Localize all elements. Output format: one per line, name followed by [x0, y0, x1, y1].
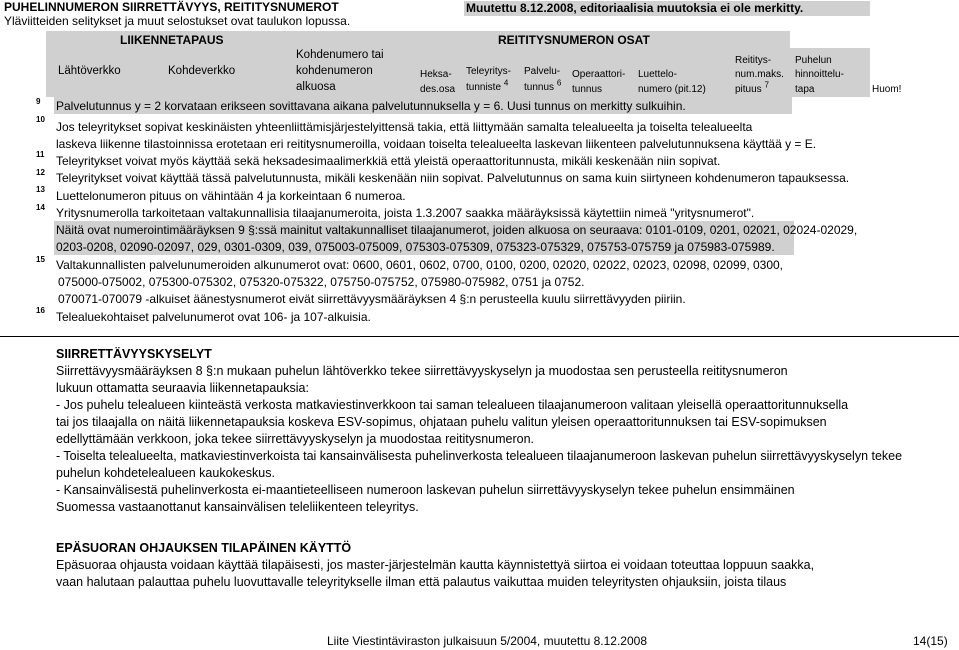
col-palvelu-line1: Palvelu- [524, 66, 561, 77]
footnote-15-text: Valtakunnallisten palvelunumeroiden alkunumerot ovat: 0600, 0601, 0602, 0700, 0100, 0200, 02020, 02022, 02023, 02098, 02099, 0300, [56, 258, 784, 272]
col-reititys-line3: pituus $^7$ [735, 80, 769, 95]
col-huom: Huom! [872, 84, 902, 95]
footnote-9-text: Palvelutunnus y = 2 korvataan erikseen sovittavana aikana palvelutunnuksella y = 6. Uusi tunnus on merkitty sulkuihin. [56, 99, 686, 113]
footnote-10-text: Jos teleyritykset sopivat keskinäisten yhteenliittämisjärjestelyittensä takia, että liittymään samalta telealueelta ja toiselta telealueelta [56, 120, 753, 134]
document-subtitle: Yläviitteiden selitykset ja muut selostukset ovat taulukon lopussa. [4, 14, 351, 28]
footer-publication: Liite Viestintäviraston julkaisuun 5/2004, muutettu 8.12.2008 [327, 634, 647, 648]
section1-line: - Jos puhelu telealueen kiinteästä verkosta matkaviestinverkkoon tai saman telealueen tilaajanumeroon valitaan yleisellä operaattoritunnuksella [56, 398, 849, 412]
footnote-9-number: 9 [36, 97, 41, 106]
footnote-10-text-cont: laskeva liikenne tilastoinnissa erotetaan eri reititysnumeroilla, voidaan toiselta telealueelta laskevan liikenteen palvelutunnuksena käyttää y = E. [56, 137, 817, 151]
col-reititys-line2: num.maks. [735, 69, 784, 80]
footnote-14-text: Yritysnumerolla tarkoitetaan valtakunnallisia tilaajanumeroita, joista 1.3.2007 saakka määräyksissä käytettiin nimeä "yritysnumerot". [56, 206, 755, 220]
col-luettelo-line2: numero (pit.12) [638, 84, 706, 95]
col-reititys-line1: Reititys- [735, 55, 772, 66]
col-heksa-line2: des.osa [420, 84, 456, 95]
col-puhelun-line3: tapa [795, 84, 815, 95]
col-puhelun-line1: Puhelun [795, 55, 832, 66]
section1-line: - Kansainvälisestä puhelinverkosta ei-maantieteelliseen numeroon laskevan puhelun siirrettävyyskyselyn tekee puhelun ensimmäinen [56, 483, 795, 497]
col-kohdenumero-line3: alkuosa [296, 81, 336, 93]
section1-line: edellyttämään verkkoon, joka tekee siirrettävyyskyselyn ja muodostaa reititysnumeron. [56, 432, 534, 446]
section1-line: Siirrettävyysmääräyksen 8 §:n mukaan puhelun lähtöverkko tekee siirrettävyyskyselyn ja muodostaa sen perusteella reititysnumeron [56, 364, 788, 378]
section-heading-epasuora-ohjaus: EPÄSUORAN OHJAUKSEN TILAPÄINEN KÄYTTÖ [56, 541, 352, 555]
col-operaattori-line2: tunnus [572, 84, 603, 95]
modified-notice: Muutettu 8.12.2008, editoriaalisia muutoksia ei ole merkitty. [466, 1, 804, 15]
col-kohdenumero-line2: kohdenumeron [296, 65, 373, 77]
footer-page-number: 14(15) [913, 634, 948, 648]
section1-line: - Toiselta telealueelta, matkaviestinverkoista tai kansainvälisesta puhelinverkosta telealueen tilaajanumeroon laskevan puhelun siirrettävyyskyselyn tekee [56, 449, 903, 463]
section1-line: lukuun ottamatta seuraavia liikennetapauksia: [56, 381, 309, 395]
footnote-13-text: Luettelonumeron pituus on vähintään 4 ja korkeintaan 6 numeroa. [56, 189, 406, 203]
footnote-16-number: 16 [36, 306, 45, 315]
col-heksa-line1: Heksa- [420, 69, 452, 80]
section1-line: Suomessa vastaanottanut kansainvälisen teleliikenteen teleyritys. [56, 500, 419, 514]
col-kohdeverkko: Kohdeverkko [168, 65, 236, 77]
footnote-13-number: 13 [36, 185, 45, 194]
footnote-16-text: Telealuekohtaiset palvelunumerot ovat 106- ja 107-alkuisia. [56, 310, 371, 324]
group-header-liikennetapaus: LIIKENNETAPAUS [120, 33, 224, 47]
section-heading-siirrettavyyskyselyt: SIIRRETTÄVYYSKYSELYT [56, 347, 212, 361]
col-luettelo-line1: Luettelo- [638, 69, 677, 80]
col-lahtoverkko: Lähtöverkko [58, 65, 121, 77]
section2-line: vaan halutaan palauttaa puhelu luovuttavalle teleyritykselle ilman että palautus vaikuttaa muiden teleyritysten ohjauksiin, joista tilaus [56, 575, 787, 589]
col-palvelu-line2: tunnus $^6$ [524, 78, 562, 93]
col-operaattori-line1: Operaattori- [572, 69, 626, 80]
col-teleyritys-line2: tunniste $^4$ [466, 78, 509, 93]
footnote-15-text-cont1: 075000-075002, 075300-075302, 075320-075322, 075750-075752, 075980-075982, 0751 ja 0752. [58, 275, 585, 289]
footnote-11-text: Teleyritykset voivat myös käyttää sekä heksadesimaalimerkkiä että yleistä operaattoritunnusta, mikäli keskenään niin sopivat. [56, 154, 721, 168]
col-kohdenumero-line1: Kohdenumero tai [296, 49, 384, 61]
col-teleyritys-line1: Teleyritys- [466, 66, 512, 77]
section1-line: tai jos tilaajalla on näitä liikennetapauksia koskeva ESV-sopimus, ohjataan puhelu valitun yleisen operaattoritunnuksen tai ESV-sopimuksen [56, 415, 827, 429]
footnote-15-number: 15 [36, 255, 45, 264]
footnote-15-text-cont2: 070071-070079 -alkuiset äänestysnumerot eivät siirrettävyysmääräyksen 4 §:n perusteella kuulu siirrettävyyden piiriin. [58, 292, 686, 306]
footnote-12-number: 12 [36, 168, 45, 177]
section1-line: puhelun kohdetelealueen kaukokeskus. [56, 466, 275, 480]
col-puhelun-line2: hinnoittelu- [795, 69, 844, 80]
footnote-14-text-cont1: Näitä ovat numerointimääräyksen 9 §:ssä mainitut valtakunnalliset tilaajanumerot, joiden alkuosa on seuraava: 0101-0109, 0201, 02021, 02024-02029, [56, 223, 858, 237]
footnote-14-text-cont2: 0203-0208, 02090-02097, 029, 0301-0309, 039, 075003-075009, 075303-075309, 075323-075329, 075753-075759 ja 075983-075989. [56, 240, 775, 254]
group-header-reititysnumeron-osat: REITITYSNUMERON OSAT [498, 33, 650, 47]
section2-line: Epäsuoraa ohjausta voidaan käyttää tilapäisesti, jos master-järjestelmän kautta käynnistettyä siirtoa ei voidaan toteuttaa loppuun saakka, [56, 558, 815, 572]
footnote-11-number: 11 [36, 150, 45, 159]
footnote-12-text: Teleyritykset voivat käyttää tässä palvelutunnusta, mikäli keskenään niin sopivat. Palvelutunnus on sama kuin siirtyneen kohdenumeron tapauksessa. [56, 171, 850, 185]
document-title: PUHELINNUMERON SIIRRETTÄVYYS, REITITYSNUMEROT [4, 0, 339, 14]
footnote-10-number: 10 [36, 115, 45, 124]
footnote-14-number: 14 [36, 203, 45, 212]
section-divider [0, 336, 959, 337]
